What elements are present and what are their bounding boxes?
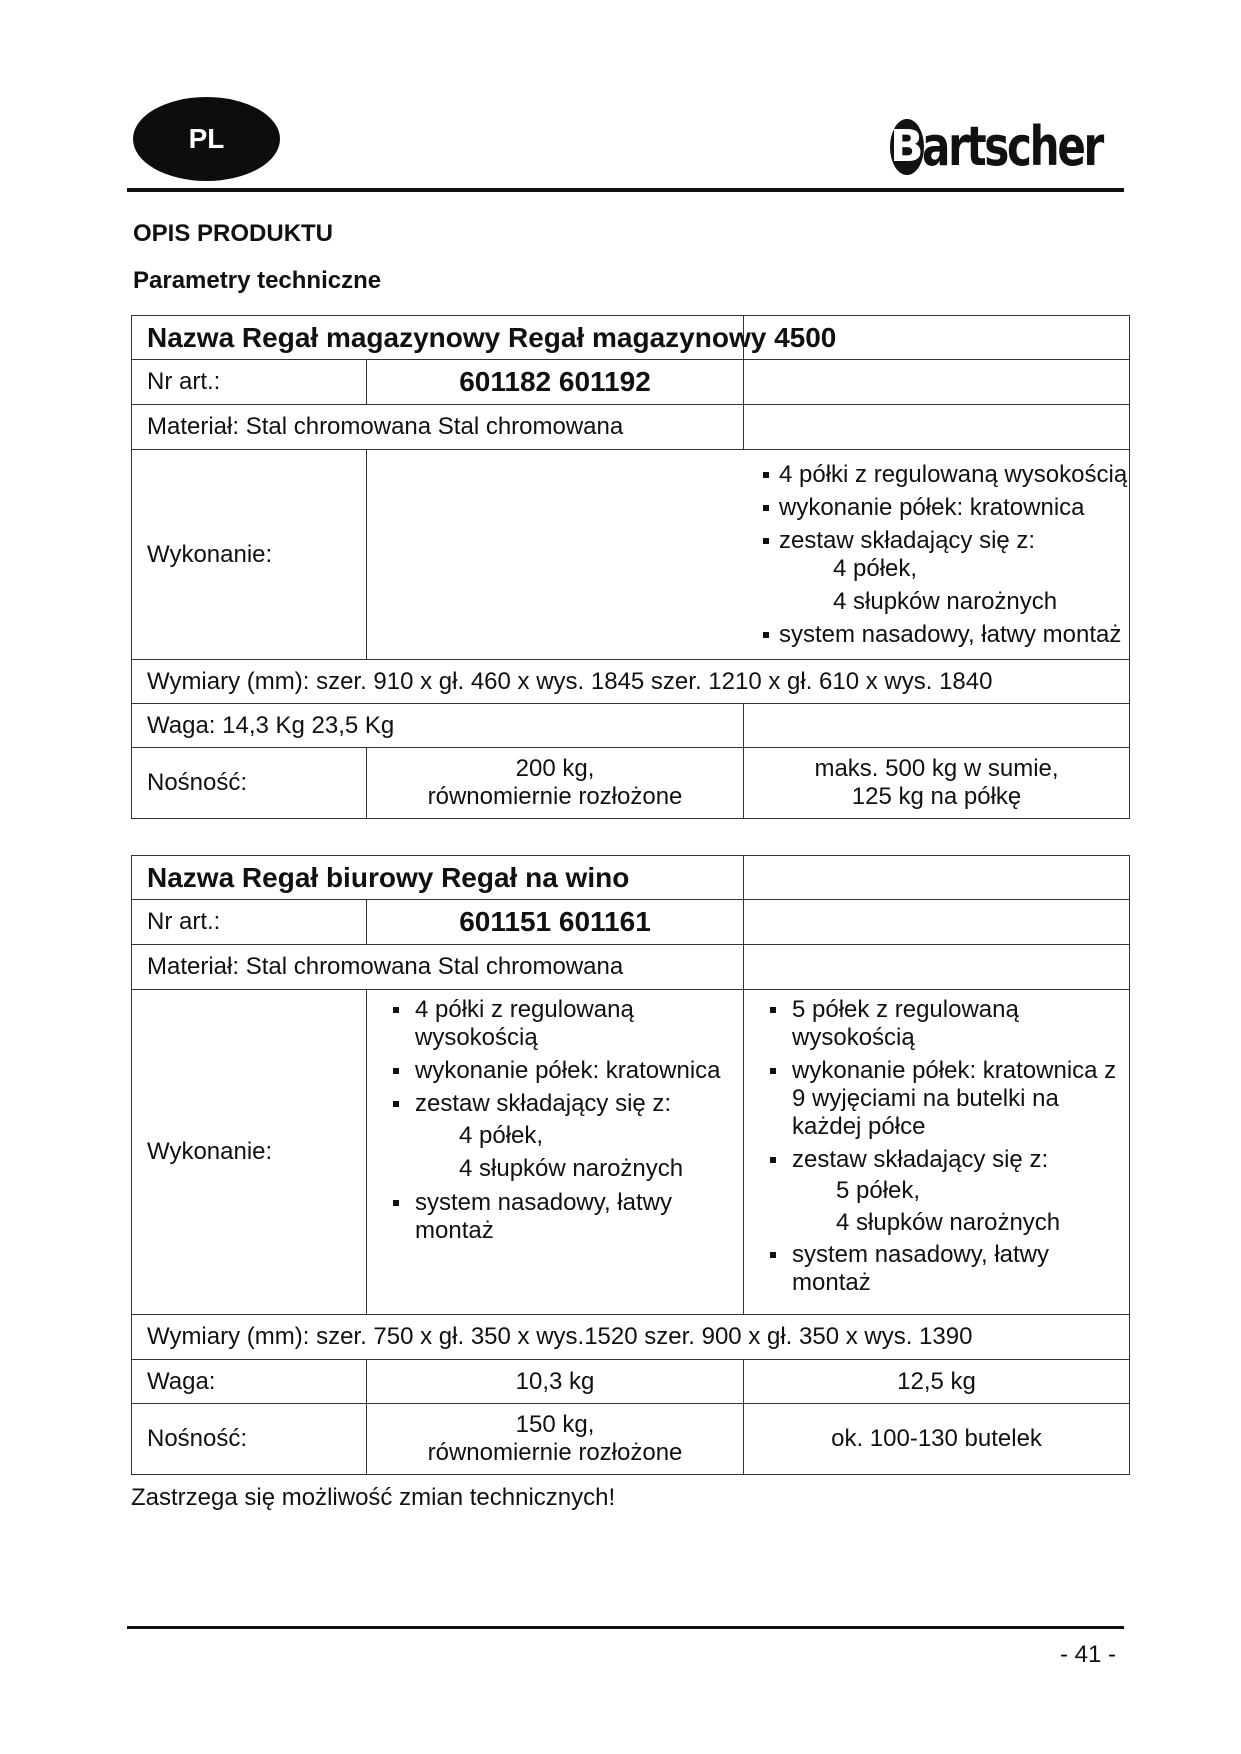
brand-mark-icon: B xyxy=(890,119,924,175)
table2-feature-b: system nasadowy, łatwy montaż xyxy=(768,1241,1129,1297)
table2-material-empty xyxy=(744,945,1130,990)
table1-artno-label: Nr art.: xyxy=(132,360,367,405)
table1-feature: 4 półki z regulowaną wysokością xyxy=(761,461,1129,489)
table2-feature-b: wykonanie półek: kratownica z 9 wyjęciami na butelki na każdej półce xyxy=(768,1057,1129,1141)
table2-features-b xyxy=(744,990,1130,1315)
table2-feature-a-subitem: 4 słupków narożnych xyxy=(459,1155,684,1182)
table1-execution-label: Wykonanie: xyxy=(132,450,367,660)
table1-feature: zestaw składający się z: xyxy=(761,527,1129,555)
table2-weight-a: 10,3 kg xyxy=(367,1360,744,1404)
header-divider xyxy=(127,188,1124,192)
table1-artno-values: 601182 601192 xyxy=(367,360,744,405)
table2-feature-a: system nasadowy, łatwy montaż xyxy=(391,1189,743,1245)
table2-weight-label: Waga: xyxy=(132,1360,367,1404)
table2-capacity-label: Nośność: xyxy=(132,1404,367,1475)
table2-feature-b-subitem: 4 słupków narożnych xyxy=(836,1209,1061,1236)
section-title: OPIS PRODUKTU xyxy=(133,220,334,247)
table1-execution-features xyxy=(367,450,1130,660)
table1-dimensions: Wymiary (mm): szer. 910 x gł. 460 x wys. 1845 szer. 1210 x gł. 610 x wys. 1840 xyxy=(132,660,1130,704)
table2-capacity-a xyxy=(367,1404,744,1475)
table2-feature-list-a xyxy=(391,996,743,1245)
table2-feature-b: 5 półek z regulowaną wysokością xyxy=(768,996,1129,1052)
table1-capacity-a-line2: równomiernie rozłożone xyxy=(427,783,683,810)
table2-feature-a: zestaw składający się z: xyxy=(391,1090,743,1118)
table1-feature-subitem: 4 półek, xyxy=(833,554,918,582)
table1-feature-subitem: 4 słupków narożnych xyxy=(833,587,1058,615)
table2-title-empty xyxy=(744,856,1130,900)
table1-artno-empty xyxy=(744,360,1130,405)
table2-weight-b: 12,5 kg xyxy=(744,1360,1130,1404)
brand-text: artscher xyxy=(921,115,1102,178)
spec-table-2 xyxy=(131,855,1130,1475)
language-badge: PL xyxy=(133,97,280,181)
table1-capacity-b-line1: maks. 500 kg w sumie, xyxy=(814,755,1059,782)
table1-feature-list xyxy=(761,461,1129,649)
table2-capacity-a-line1: 150 kg, xyxy=(515,1411,595,1438)
table2-feature-list-b xyxy=(768,996,1129,1297)
table1-weight: Waga: 14,3 Kg 23,5 Kg xyxy=(132,704,744,748)
table1-material-empty xyxy=(744,405,1130,450)
table2-artno-empty xyxy=(744,900,1130,945)
table2-features-a xyxy=(367,990,744,1315)
footer-divider xyxy=(127,1626,1124,1629)
table2-dimensions: Wymiary (mm): szer. 750 x gł. 350 x wys.1520 szer. 900 x gł. 350 x wys. 1390 xyxy=(132,1315,1130,1360)
page-number: - 41 - xyxy=(1060,1641,1117,1668)
subsection-title: Parametry techniczne xyxy=(133,267,382,294)
table2-feature-a: 4 półki z regulowaną wysokością xyxy=(391,996,743,1052)
table2-material: Materiał: Stal chromowana Stal chromowana xyxy=(132,945,744,990)
table1-capacity-a xyxy=(367,748,744,819)
table1-title: Nazwa Regał magazynowy Regał magazynowy 4500 xyxy=(132,316,744,360)
table2-capacity-b: ok. 100-130 butelek xyxy=(744,1404,1130,1475)
table1-capacity-b-line2: 125 kg na półkę xyxy=(851,783,1022,810)
table2-feature-b-subitem: 5 półek, xyxy=(836,1177,921,1204)
table2-title: Nazwa Regał biurowy Regał na wino xyxy=(132,856,744,900)
table2-artno-label: Nr art.: xyxy=(132,900,367,945)
spec-table-1 xyxy=(131,315,1130,819)
table1-weight-empty xyxy=(744,704,1130,748)
table2-feature-a: wykonanie półek: kratownica xyxy=(391,1057,743,1085)
table2-artno-values: 601151 601161 xyxy=(367,900,744,945)
table1-feature: wykonanie półek: kratownica xyxy=(761,494,1129,522)
table1-material: Materiał: Stal chromowana Stal chromowana xyxy=(132,405,744,450)
technical-changes-note: Zastrzega się możliwość zmian technicznych! xyxy=(131,1484,616,1511)
table2-feature-a-subitem: 4 półek, xyxy=(459,1122,544,1149)
table2-feature-b: zestaw składający się z: xyxy=(768,1146,1129,1174)
table1-capacity-label: Nośność: xyxy=(132,748,367,819)
table1-capacity-a-line1: 200 kg, xyxy=(515,755,595,782)
table2-capacity-a-line2: równomiernie rozłożone xyxy=(427,1439,683,1466)
table2-execution-label: Wykonanie: xyxy=(132,990,367,1315)
table1-capacity-b xyxy=(744,748,1130,819)
bartscher-logo xyxy=(890,112,1130,182)
table1-feature: system nasadowy, łatwy montaż xyxy=(761,621,1129,649)
